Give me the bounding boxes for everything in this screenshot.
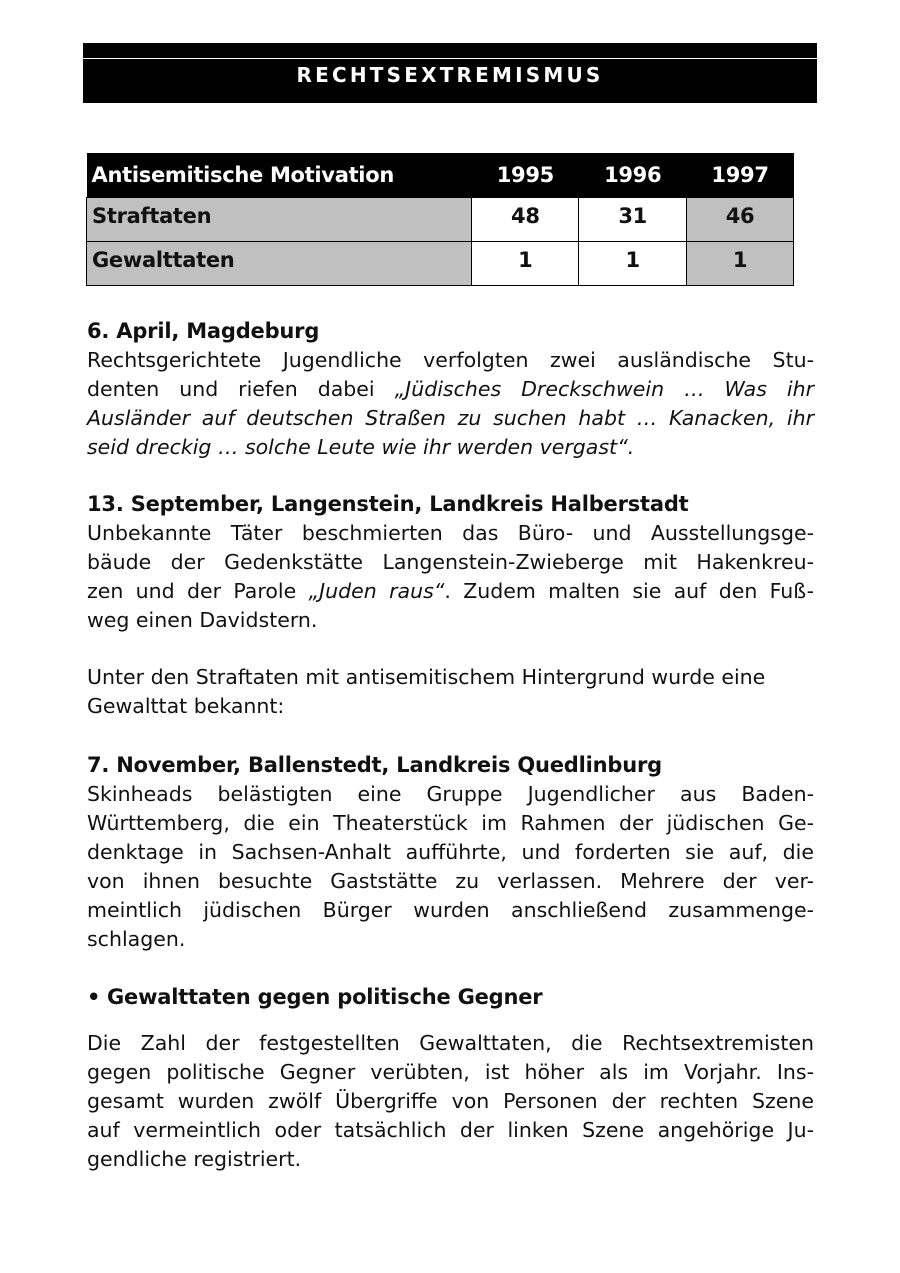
table-cell: 46 (687, 198, 794, 242)
incident-ballenstedt (87, 751, 814, 954)
table-header-label: Antisemitische Motivation (87, 153, 472, 198)
paragraph-line: gegen politische Gegner verübten, ist höher als im Vorjahr. Ins- (87, 1060, 814, 1084)
incident-heading: 13. September, Langenstein, Landkreis Halberstadt (87, 492, 689, 516)
political-opponents-paragraph (87, 1029, 814, 1174)
paragraph-line (87, 577, 814, 606)
table-cell: 1 (579, 242, 687, 286)
paragraph-line: Rechtsgerichtete Jugendliche verfolgten zwei ausländische Stu- (87, 348, 814, 372)
quotation-text: „Jüdisches Dreckschwein … Was ihr (394, 377, 814, 401)
quotation-text: Ausländer auf deutschen Straßen zu suchen habt … Kanacken, ihr (87, 406, 814, 430)
table-row (87, 198, 794, 242)
table-cell: 1 (472, 242, 579, 286)
paragraph-line: Gewalttat bekannt: (87, 694, 285, 718)
bullet-icon: • (87, 985, 101, 1009)
paragraph-line: auf vermeintlich oder tatsächlich der linken Szene angehörige Ju- (87, 1118, 814, 1142)
table-cell: 31 (579, 198, 687, 242)
violence-note-paragraph (87, 663, 814, 721)
paragraph-line: Unter den Straftaten mit antisemitischem Hintergrund wurde eine (87, 665, 766, 689)
paragraph-line (87, 433, 814, 462)
subsection-heading (87, 983, 542, 1012)
section-title: RECHTSEXTREMISMUS (296, 63, 604, 87)
incident-langenstein (87, 490, 814, 635)
paragraph-line: Unbekannte Täter beschmierten das Büro- und Ausstellungsge- (87, 521, 814, 545)
incident-heading: 7. November, Ballenstedt, Landkreis Quedlinburg (87, 753, 662, 777)
paragraph-line: Die Zahl der festgestellten Gewalttaten, die Rechtsextremisten (87, 1031, 814, 1055)
paragraph-text: denten und riefen dabei (87, 377, 395, 401)
quotation-text: „Juden raus“ (308, 579, 445, 603)
paragraph-line: Skinheads belästigten eine Gruppe Jugendlicher aus Baden- (87, 782, 814, 806)
table-header-year: 1996 (579, 153, 687, 198)
paragraph-text: zen und der Parole (87, 579, 309, 603)
paragraph-text: . Zudem malten sie auf den Fuß- (444, 579, 814, 603)
paragraph-line: gendliche registriert. (87, 1147, 302, 1171)
table-cell: 1 (687, 242, 794, 286)
incident-heading: 6. April, Magdeburg (87, 319, 320, 343)
table-header-year: 1995 (472, 153, 579, 198)
paragraph-line: Württemberg, die ein Theaterstück im Rahmen der jüdischen Ge- (87, 811, 814, 835)
incident-magdeburg (87, 317, 814, 462)
paragraph-line: meintlich jüdischen Bürger wurden anschließend zusammenge- (87, 898, 814, 922)
table-header-year: 1997 (687, 153, 794, 198)
table-row (87, 242, 794, 286)
paragraph-line: bäude der Gedenkstätte Langenstein-Zwieberge mit Hakenkreu- (87, 550, 814, 574)
table-header-row (87, 153, 794, 198)
paragraph-line: denktage in Sachsen-Anhalt aufführte, und forderten sie auf, die (87, 840, 814, 864)
paragraph-line: von ihnen besuchte Gaststätte zu verlassen. Mehrere der ver- (87, 869, 814, 893)
subsection-heading-text: Gewalttaten gegen politische Gegner (107, 985, 543, 1009)
antisemitism-stats-table (86, 153, 794, 286)
table-row-label: Straftaten (87, 198, 472, 242)
paragraph-line: gesamt wurden zwölf Übergriffe von Personen der rechten Szene (87, 1089, 814, 1113)
paragraph-line (87, 375, 814, 404)
quotation-text: seid dreckig … solche Leute wie ihr werden vergast“. (87, 435, 635, 459)
paragraph-line: schlagen. (87, 927, 186, 951)
table-cell: 48 (472, 198, 579, 242)
paragraph-line (87, 404, 814, 433)
section-header-band (83, 43, 817, 103)
paragraph-line: weg einen Davidstern. (87, 608, 318, 632)
table-row-label: Gewalttaten (87, 242, 472, 286)
